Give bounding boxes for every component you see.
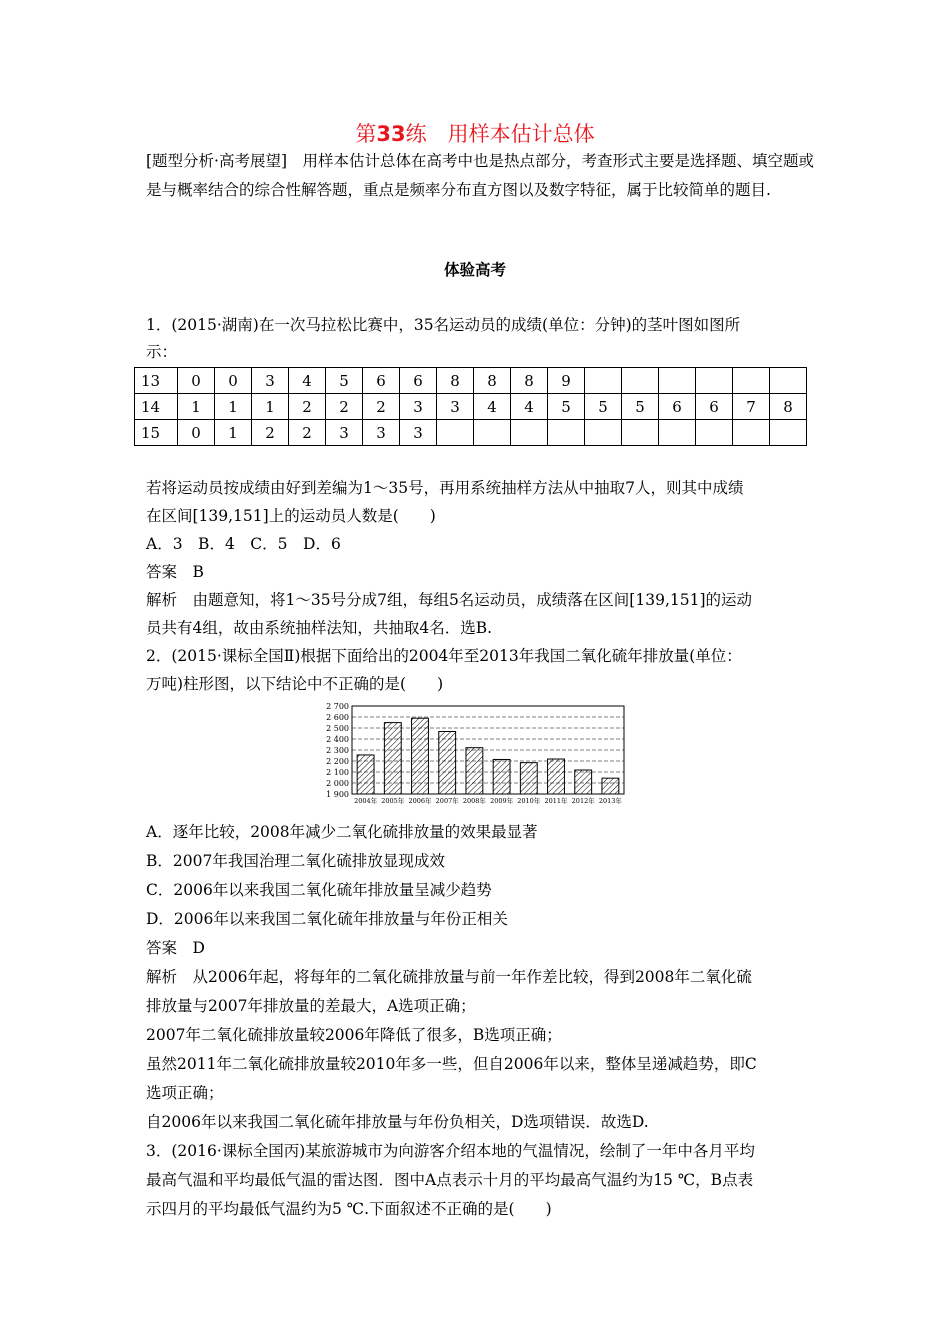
y-tick-label: 2 400 [326, 735, 349, 744]
leaf-cell [585, 368, 622, 394]
x-tick-label: 2012年 [571, 797, 595, 805]
q2-line2: 万吨)柱形图，以下结论中不正确的是( ) [146, 675, 444, 693]
stem-cell: 14 [135, 394, 178, 420]
bar-2008年 [466, 748, 483, 794]
q1-options: A．3 B．4 C．5 D．6 [146, 535, 341, 553]
leaf-cell: 4 [511, 394, 548, 420]
leaf-cell [770, 420, 807, 446]
x-tick-label: 2008年 [462, 797, 486, 805]
q1-analysis-line1: 解析 由题意知，将1～35号分成7组，每组5名运动员，成绩落在区间[139,151]的运动 [146, 591, 753, 609]
leaf-cell: 3 [400, 394, 437, 420]
leaf-cell: 3 [363, 420, 400, 446]
x-tick-label: 2011年 [544, 797, 568, 805]
leaf-cell [622, 420, 659, 446]
x-tick-label: 2013年 [598, 797, 622, 805]
leaf-cell: 8 [437, 368, 474, 394]
q2-analysis-line4: 虽然2011年二氧化硫排放量较2010年多一些，但自2006年以来，整体呈递减趋势，即C [146, 1055, 757, 1073]
q2-analysis-line5: 选项正确； [146, 1084, 224, 1102]
x-tick-label: 2007年 [435, 797, 459, 805]
y-tick-label: 1 900 [326, 790, 349, 799]
y-tick-label: 2 300 [326, 746, 349, 755]
q2-analysis-line3: 2007年二氧化硫排放量较2006年降低了很多，B选项正确； [146, 1026, 562, 1044]
leaf-cell: 5 [326, 368, 363, 394]
bar-2013年 [602, 778, 619, 794]
bar-2012年 [575, 770, 592, 794]
leaf-cell: 2 [289, 420, 326, 446]
leaf-cell [622, 368, 659, 394]
y-tick-label: 2 700 [326, 702, 349, 711]
q2-analysis-line1: 解析 从2006年起，将每年的二氧化硫排放量与前一年作差比较，得到2008年二氧化硫 [146, 968, 752, 986]
leaf-cell [733, 368, 770, 394]
leaf-cell: 5 [585, 394, 622, 420]
leaf-cell: 4 [289, 368, 326, 394]
y-tick-label: 2 200 [326, 757, 349, 766]
leaf-cell: 5 [548, 394, 585, 420]
leaf-cell [548, 420, 585, 446]
bar-2010年 [520, 763, 537, 794]
q1-analysis-line2: 员共有4组，故由系统抽样法知，共抽取4名．选B. [146, 619, 493, 637]
leaf-cell: 3 [400, 420, 437, 446]
bar-2007年 [439, 732, 456, 794]
intro-paragraph: [题型分析·高考展望] 用样本估计总体在高考中也是热点部分，考查形式主要是选择题、填空题或是与概率结合的综合性解答题，重点是频率分布直方图以及数字特征，属于比较简单的题目. [146, 152, 815, 199]
leaf-cell [511, 420, 548, 446]
stem-leaf-table [134, 367, 807, 446]
leaf-cell: 8 [770, 394, 807, 420]
leaf-cell: 0 [215, 368, 252, 394]
leaf-cell: 8 [474, 368, 511, 394]
leaf-cell: 2 [363, 394, 400, 420]
q2-option-a: A．逐年比较，2008年减少二氧化硫排放量的效果最显著 [146, 823, 538, 841]
x-tick-label: 2006年 [408, 797, 432, 805]
bar-2011年 [548, 759, 565, 794]
q1-text-line1: 1．(2015·湖南)在一次马拉松比赛中，35名运动员的成绩(单位：分钟)的茎叶图如图所 [146, 316, 741, 334]
q3-line1: 3．(2016·课标全国丙)某旅游城市为向游客介绍本地的气温情况，绘制了一年中各月平均 [146, 1142, 755, 1160]
leaf-cell: 0 [178, 368, 215, 394]
leaf-cell [696, 368, 733, 394]
leaf-cell [770, 368, 807, 394]
stem-row-14 [135, 394, 807, 420]
leaf-cell: 1 [178, 394, 215, 420]
bar-2009年 [493, 759, 510, 794]
leaf-cell [696, 420, 733, 446]
y-tick-label: 2 100 [326, 768, 349, 777]
leaf-cell: 7 [733, 394, 770, 420]
leaf-cell: 1 [252, 394, 289, 420]
q2-option-d: D．2006年以来我国二氧化硫年排放量与年份正相关 [146, 910, 508, 928]
q3-line3: 示四月的平均最低气温约为5 ℃.下面叙述不正确的是( ) [146, 1200, 552, 1218]
page-title: 第33练 用样本估计总体 [355, 122, 595, 146]
leaf-cell: 3 [252, 368, 289, 394]
leaf-cell: 9 [548, 368, 585, 394]
leaf-cell: 6 [696, 394, 733, 420]
leaf-cell: 2 [252, 420, 289, 446]
leaf-cell: 5 [622, 394, 659, 420]
x-tick-label: 2004年 [354, 797, 378, 805]
q2-option-c: C．2006年以来我国二氧化硫年排放量呈减少趋势 [146, 881, 492, 899]
q2-line1: 2．(2015·课标全国Ⅱ)根据下面给出的2004年至2013年我国二氧化硫年排放量(单位： [146, 647, 742, 665]
section-heading: 体验高考 [443, 261, 506, 279]
leaf-cell: 6 [400, 368, 437, 394]
leaf-cell: 1 [215, 420, 252, 446]
leaf-cell: 6 [363, 368, 400, 394]
y-tick-label: 2 000 [326, 779, 349, 788]
q2-analysis-line2: 排放量与2007年排放量的差最大，A选项正确； [146, 997, 476, 1015]
leaf-cell: 2 [326, 394, 363, 420]
leaf-cell: 2 [289, 394, 326, 420]
x-tick-label: 2005年 [381, 797, 405, 805]
leaf-cell: 3 [437, 394, 474, 420]
y-tick-label: 2 500 [326, 724, 349, 733]
leaf-cell: 4 [474, 394, 511, 420]
stem-cell: 15 [135, 420, 178, 446]
leaf-cell [733, 420, 770, 446]
leaf-cell: 3 [326, 420, 363, 446]
leaf-cell [474, 420, 511, 446]
q2-option-b: B．2007年我国治理二氧化硫排放显现成效 [146, 852, 445, 870]
leaf-cell [659, 420, 696, 446]
stem-row-13 [135, 368, 807, 394]
q2-analysis-line6: 自2006年以来我国二氧化硫年排放量与年份负相关，D选项错误．故选D. [146, 1113, 649, 1131]
so2-bar-chart [318, 700, 632, 812]
leaf-cell [437, 420, 474, 446]
q2-answer: 答案 D [146, 939, 205, 957]
bar-2004年 [357, 755, 374, 794]
x-tick-label: 2010年 [517, 797, 541, 805]
q1-line4: 在区间[139,151]上的运动员人数是( ) [146, 507, 436, 525]
y-tick-label: 2 600 [326, 713, 349, 722]
q1-line2: 示： [146, 343, 178, 361]
leaf-cell: 8 [511, 368, 548, 394]
stem-cell: 13 [135, 368, 178, 394]
leaf-cell [659, 368, 696, 394]
q1-line3: 若将运动员按成绩由好到差编为1～35号，再用系统抽样方法从中抽取7人，则其中成绩 [146, 479, 744, 497]
q3-line2: 最高气温和平均最低气温的雷达图．图中A点表示十月的平均最高气温约为15 ℃，B点表 [146, 1171, 754, 1189]
q1-answer: 答案 B [146, 563, 204, 581]
stem-row-15 [135, 420, 807, 446]
bar-2006年 [412, 718, 429, 794]
leaf-cell: 0 [178, 420, 215, 446]
bar-2005年 [384, 723, 401, 794]
x-tick-label: 2009年 [490, 797, 514, 805]
leaf-cell: 6 [659, 394, 696, 420]
leaf-cell: 1 [215, 394, 252, 420]
leaf-cell [585, 420, 622, 446]
